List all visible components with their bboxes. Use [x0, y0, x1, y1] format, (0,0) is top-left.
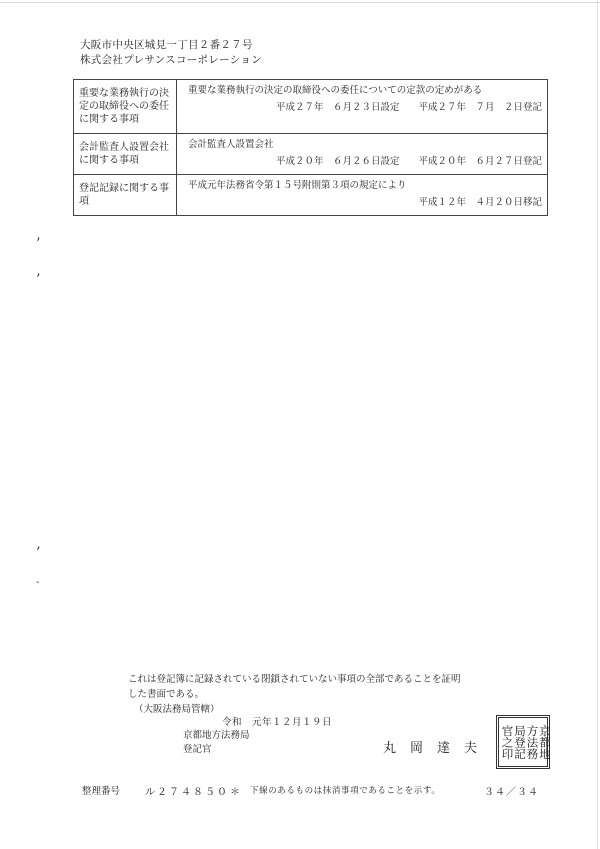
registration-dates: 平成１２年 ４月２０日移記 — [418, 197, 542, 208]
row-content — [177, 80, 548, 134]
company-address: 大阪市中央区城見一丁目２番２７号 — [80, 39, 253, 51]
registration-dates: 平成２０年 ６月２６日設定 平成２０年 ６月２７日登記 — [275, 156, 542, 167]
officer-name: 丸岡達夫 — [383, 741, 492, 756]
registry-row — [74, 175, 548, 216]
row-content — [177, 134, 548, 175]
row-label: 会計監査人設置会社に関する事項 — [74, 134, 177, 175]
content-text: 平成元年法務省令第１５号附則第３項の規定により — [188, 180, 407, 191]
strikethrough-note: 下線のあるものは抹消事項であることを示す。 — [250, 786, 441, 796]
office-name: 京都地方法務局 — [183, 730, 250, 741]
stray-mark: ’ — [36, 236, 41, 252]
page-edge — [597, 0, 598, 849]
issuing-office — [183, 729, 250, 757]
company-name: 株式会社プレサンスコーポレーション — [80, 54, 262, 66]
certification-date: 令和 元年１２月１９日 — [222, 717, 333, 728]
page-number: ３４／３４ — [484, 787, 539, 798]
content-text: 会計監査人設置会社 — [188, 139, 274, 150]
stray-mark: ’ — [36, 545, 41, 561]
official-seal-icon — [496, 715, 550, 769]
certification-line: これは登記簿に記録されている閉鎖されていない事項の全部であることを証明 — [128, 674, 461, 685]
stray-mark: ’ — [36, 272, 41, 288]
registry-table — [73, 79, 548, 216]
registration-dates: 平成２７年 ６月２３日設定 平成２７年 ７月 ２日登記 — [275, 102, 542, 113]
reference-number: ル２７４８５０ — [145, 787, 229, 798]
registry-row — [74, 134, 548, 175]
seal-glyphs: 局登記官之印 — [500, 724, 527, 760]
note-asterisk: ＊ — [230, 787, 240, 798]
row-label: 重要な業務執行の決定の取締役への委任に関する事項 — [74, 80, 177, 134]
row-label: 登記記録に関する事項 — [74, 175, 177, 216]
jurisdiction-note: （大阪法務局管轄） — [134, 704, 220, 715]
document-header — [80, 38, 262, 68]
certification-line: した書面である。 — [128, 689, 205, 700]
seal-glyphs: 京都地方法務 — [525, 724, 552, 760]
certification-text — [128, 672, 508, 717]
content-text: 重要な業務執行の決定の取締役への委任についての定款の定めがある — [188, 85, 483, 96]
reference-label: 整理番号 — [82, 786, 121, 797]
row-content — [177, 175, 548, 216]
stray-mark: - — [36, 577, 40, 588]
page-edge — [0, 2, 600, 3]
registry-row — [74, 80, 548, 134]
officer-title: 登記官 — [183, 744, 212, 755]
